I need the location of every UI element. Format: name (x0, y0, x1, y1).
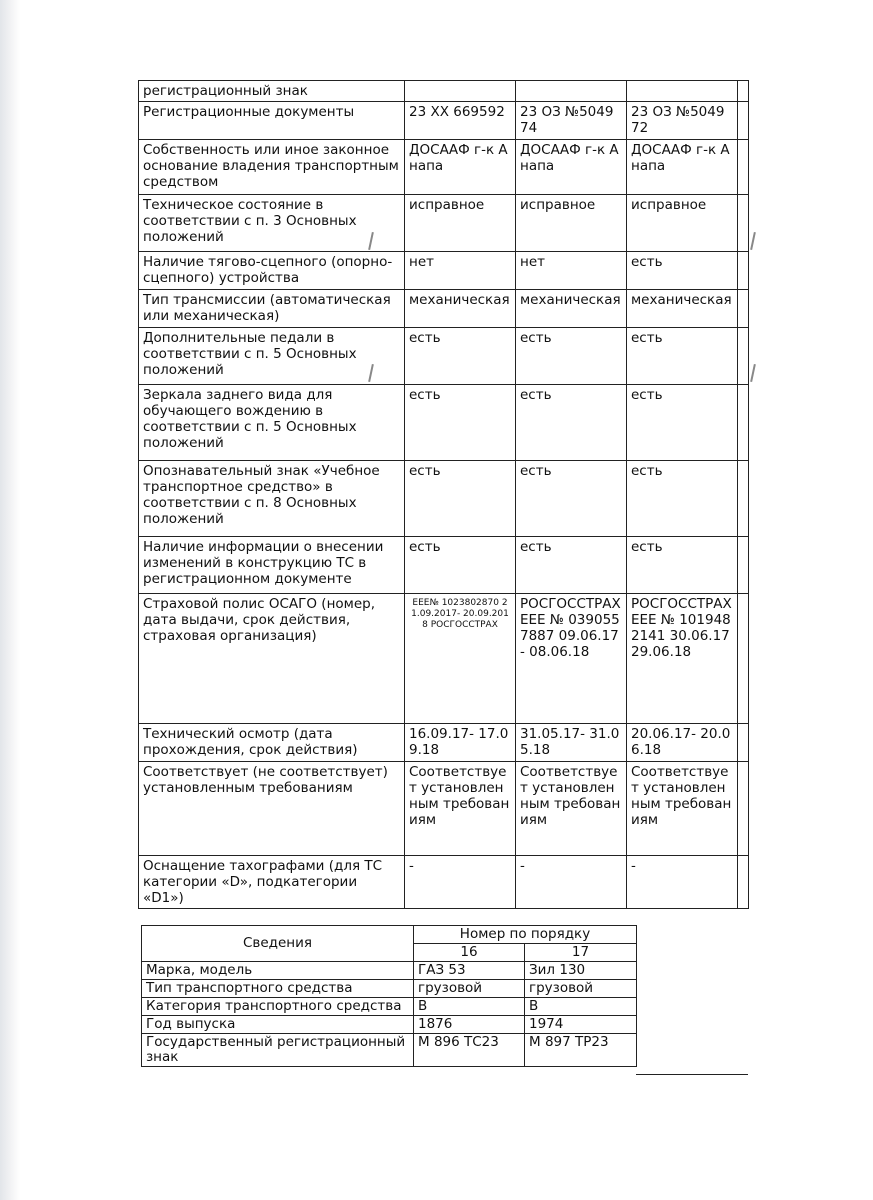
value-col-3: есть (627, 461, 738, 537)
row-label: Собственность или иное законное основание владения транспортным средством (139, 140, 405, 195)
value-col-1: есть (405, 461, 516, 537)
value-col-2: механическая (516, 290, 627, 328)
details-row (139, 762, 749, 856)
details-row (139, 140, 749, 195)
value-col-3: РОСГОССТРАХ ЕЕЕ № 1019482141 30.06.17 29.06.18 (627, 594, 738, 724)
value-col-3: 20.06.17- 20.06.18 (627, 724, 738, 762)
value-col-1: ДОСААФ г-к Анапа (405, 140, 516, 195)
value-col-2: исправное (516, 195, 627, 252)
value-col-3: есть (627, 385, 738, 461)
row-label: Оснащение тахографами (для ТС категории «D», подкатегории «D1») (139, 856, 405, 909)
summary-header-row (142, 926, 637, 944)
value-col-1: есть (405, 328, 516, 385)
value-col-2: есть (516, 328, 627, 385)
value-col-1 (405, 81, 516, 102)
row-label: Техническое состояние в соответствии с п. 3 Основных положений (139, 195, 405, 252)
value-col-2: есть (516, 385, 627, 461)
value-col-1: есть (405, 385, 516, 461)
vehicle-details-table (138, 80, 749, 909)
value-col-3 (627, 81, 738, 102)
value-col-2 (516, 81, 627, 102)
value-col-3: ДОСААФ г-к Анапа (627, 140, 738, 195)
value-col-4 (738, 140, 749, 195)
value-col-1: исправное (405, 195, 516, 252)
summary-label: Государственный регистрационный знак (142, 1034, 414, 1067)
value-col-4 (738, 195, 749, 252)
value-col-3: есть (627, 328, 738, 385)
value-col-1: механическая (405, 290, 516, 328)
value-col-4 (738, 385, 749, 461)
summary-value-16: 1876 (414, 1016, 525, 1034)
summary-label: Тип транспортного средства (142, 980, 414, 998)
details-row (139, 195, 749, 252)
details-row (139, 856, 749, 909)
value-col-4 (738, 461, 749, 537)
value-col-2: 23 ОЗ №504974 (516, 102, 627, 140)
table-baseline (636, 1074, 748, 1075)
value-col-4 (738, 762, 749, 856)
summary-value-16: В (414, 998, 525, 1016)
value-col-4 (738, 328, 749, 385)
details-row (139, 537, 749, 594)
scan-edge-shadow (0, 0, 20, 1200)
value-col-1: есть (405, 537, 516, 594)
value-col-2: нет (516, 252, 627, 290)
summary-row (142, 998, 637, 1016)
row-label: регистрационный знак (139, 81, 405, 102)
value-col-2: ДОСААФ г-к Анапа (516, 140, 627, 195)
details-row (139, 252, 749, 290)
header-number-16: 16 (414, 944, 525, 962)
summary-value-17: В (525, 998, 637, 1016)
row-label: Зеркала заднего вида для обучающего вождению в соответствии с п. 5 Основных положений (139, 385, 405, 461)
value-col-3: исправное (627, 195, 738, 252)
value-col-1: 23 ХХ 669592 (405, 102, 516, 140)
value-col-4 (738, 290, 749, 328)
value-col-3: механическая (627, 290, 738, 328)
details-row (139, 102, 749, 140)
row-label: Наличие тягово-сцепного (опорно-сцепного) устройства (139, 252, 405, 290)
header-number-17: 17 (525, 944, 637, 962)
summary-label: Год выпуска (142, 1016, 414, 1034)
value-col-4 (738, 81, 749, 102)
value-col-2: РОСГОССТРАХ ЕЕЕ № 0390557887 09.06.17- 08.06.18 (516, 594, 627, 724)
summary-value-17: грузовой (525, 980, 637, 998)
header-svedeniya: Сведения (142, 926, 414, 962)
row-label: Дополнительные педали в соответствии с п. 5 Основных положений (139, 328, 405, 385)
summary-row (142, 962, 637, 980)
summary-value-16: грузовой (414, 980, 525, 998)
summary-row (142, 1016, 637, 1034)
value-col-1: Соответствует установленным требованиям (405, 762, 516, 856)
summary-value-17: 1974 (525, 1016, 637, 1034)
pen-tick-mark (750, 364, 756, 382)
value-col-4 (738, 252, 749, 290)
value-col-3: есть (627, 252, 738, 290)
value-col-2: Соответствует установленным требованиям (516, 762, 627, 856)
summary-row (142, 1034, 637, 1067)
details-row (139, 461, 749, 537)
value-col-3: есть (627, 537, 738, 594)
summary-label: Марка, модель (142, 962, 414, 980)
details-row (139, 81, 749, 102)
value-col-1: нет (405, 252, 516, 290)
details-row (139, 385, 749, 461)
value-col-4 (738, 537, 749, 594)
row-label: Опознавательный знак «Учебное транспортное средство» в соответствии с п. 8 Основных положений (139, 461, 405, 537)
summary-value-16: М 896 ТС23 (414, 1034, 525, 1067)
summary-value-17: М 897 ТР23 (525, 1034, 637, 1067)
details-row (139, 724, 749, 762)
value-col-4 (738, 594, 749, 724)
row-label: Страховой полис ОСАГО (номер, дата выдачи, срок действия, страховая организация) (139, 594, 405, 724)
row-label: Регистрационные документы (139, 102, 405, 140)
value-col-1: 16.09.17- 17.09.18 (405, 724, 516, 762)
row-label: Технический осмотр (дата прохождения, срок действия) (139, 724, 405, 762)
vehicle-summary-table (141, 925, 637, 1067)
pen-tick-mark (750, 232, 756, 250)
summary-row (142, 980, 637, 998)
details-row (139, 290, 749, 328)
value-col-4 (738, 856, 749, 909)
row-label: Соответствует (не соответствует) установленным требованиям (139, 762, 405, 856)
value-col-3: 23 ОЗ №504972 (627, 102, 738, 140)
summary-value-17: Зил 130 (525, 962, 637, 980)
value-col-1: - (405, 856, 516, 909)
row-label: Наличие информации о внесении изменений в конструкцию ТС в регистрационном документе (139, 537, 405, 594)
summary-value-16: ГАЗ 53 (414, 962, 525, 980)
value-col-3: - (627, 856, 738, 909)
details-row (139, 594, 749, 724)
value-col-3: Соответствует установленным требованиям (627, 762, 738, 856)
value-col-4 (738, 724, 749, 762)
value-col-2: - (516, 856, 627, 909)
value-col-2: 31.05.17- 31.05.18 (516, 724, 627, 762)
header-number-order: Номер по порядку (414, 926, 637, 944)
summary-label: Категория транспортного средства (142, 998, 414, 1016)
value-col-1: ЕЕЕ№ 1023802870 21.09.2017- 20.09.2018 РОСГОССТРАХ (405, 594, 516, 724)
value-col-2: есть (516, 537, 627, 594)
value-col-2: есть (516, 461, 627, 537)
details-row (139, 328, 749, 385)
row-label: Тип трансмиссии (автоматическая или механическая) (139, 290, 405, 328)
value-col-4 (738, 102, 749, 140)
